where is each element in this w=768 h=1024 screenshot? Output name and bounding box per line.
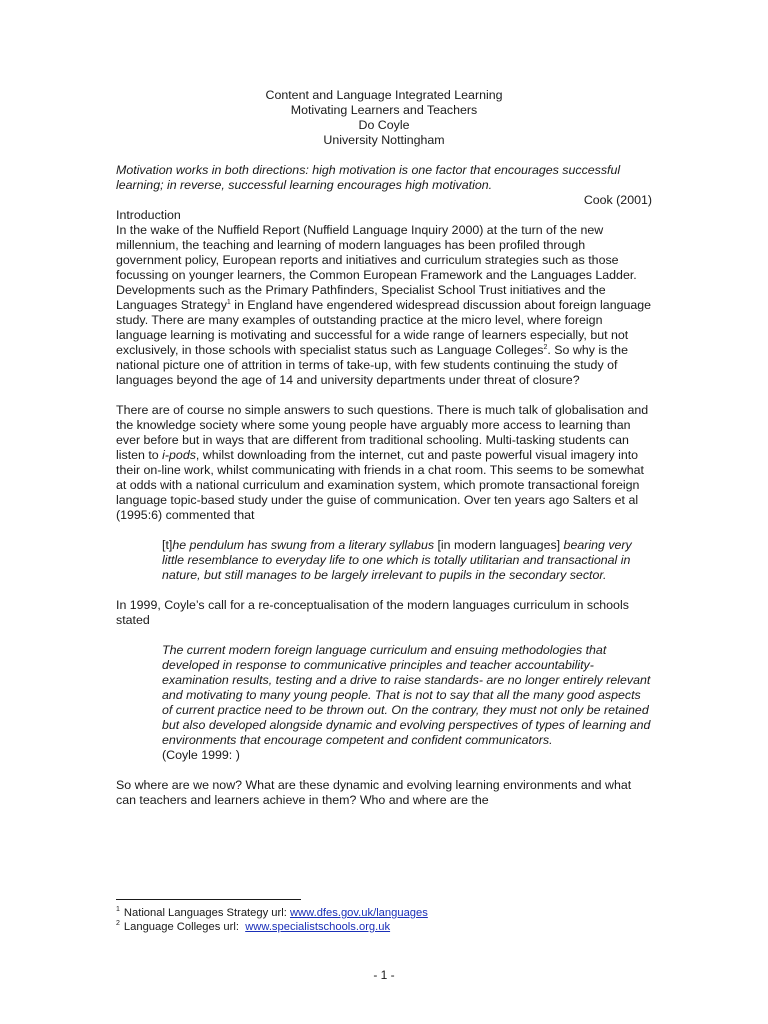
footnote-label: National Languages Strategy url: bbox=[123, 907, 290, 919]
author-affiliation: University Nottingham bbox=[323, 133, 445, 147]
body-content bbox=[116, 163, 652, 808]
quote-salters-part-a: he pendulum has swung from a literary syllabus bbox=[172, 538, 438, 552]
quote-coyle-citation: (Coyle 1999: ) bbox=[162, 748, 240, 762]
ipods-term: i-pods bbox=[162, 448, 196, 462]
quote-salters-part-b: bearing very little resemblance to everyday life to one which is totally utilitarian and transactional in nature, but still manages to be largely irrelevant to pupils in the secondary sector. bbox=[162, 538, 632, 582]
block-quote-coyle bbox=[162, 643, 652, 763]
paragraph-globalisation-part-b: , whilst downloading from the internet, cut and paste powerful visual imagery into their on-line work, whilst communicating with friends in a chat room. This seems to be somewhat at odds with a national curriculum and examination system, which promote transactional foreign language topic-based study under the guise of communication. Over ten years ago Salters et al (1995:6) commented that bbox=[116, 448, 644, 522]
footnote-ref-1: 1 bbox=[226, 298, 231, 306]
epigraph-citation: Cook (2001) bbox=[583, 193, 652, 207]
quote-salters-lead: [t] bbox=[162, 538, 173, 552]
title-line-1: Content and Language Integrated Learning bbox=[265, 88, 503, 102]
footnote-link-dfes[interactable]: www.dfes.gov.uk/languages bbox=[289, 907, 428, 919]
paragraph-intro bbox=[116, 223, 652, 388]
quote-coyle-text: The current modern foreign language curriculum and ensuing methodologies that developed in response to communicative principles and teacher accountability- examination results, testing and a drive to raise standards- are no longer entirely relevant and motivating to many young people. That is not to say that all the many good aspects of current practice need to be thrown out. On the contrary, they must not only be retained but also developed alongside dynamic and evolving perspectives of types of learning and environments that encourage competent and confident communicators. bbox=[162, 643, 651, 747]
paragraph-globalisation bbox=[116, 403, 652, 523]
paragraph-coyle-call: In 1999, Coyle’s call for a re-conceptualisation of the modern languages curriculum in schools stated bbox=[116, 598, 629, 627]
block-quote-salters bbox=[162, 538, 652, 583]
paragraph-globalisation-part-a: There are of course no simple answers to such questions. There is much talk of globalisation and the knowledge society where some young people have arguably more access to learning than ever before but in ways that are different from traditional schooling. Multi-tasking students can listen to bbox=[116, 403, 649, 462]
title-block bbox=[0, 88, 768, 148]
author-name: Do Coyle bbox=[358, 118, 410, 132]
footnote-divider bbox=[116, 899, 301, 900]
epigraph: Motivation works in both directions: high motivation is one factor that encourages successful learning; in reverse, successful learning encourages high motivation. bbox=[116, 163, 621, 192]
paragraph-where-now: So where are we now? What are these dynamic and evolving learning environments and what can teachers and learners achieve in them? Who and where are the bbox=[116, 778, 632, 807]
footnote-2 bbox=[116, 920, 652, 934]
footnote-1 bbox=[116, 906, 652, 920]
title-line-2: Motivating Learners and Teachers bbox=[290, 103, 478, 117]
footnotes bbox=[116, 899, 652, 934]
footnote-number: 2 bbox=[116, 920, 120, 928]
footnote-number: 1 bbox=[116, 906, 120, 914]
footnote-ref-2: 2 bbox=[543, 343, 548, 351]
section-heading: Introduction bbox=[116, 208, 181, 222]
paragraph-intro-part-b: in England have engendered widespread discussion about foreign language study. There are many examples of outstanding practice at the micro level, where foreign language learning is motivating and successful for a wide range of learners especially, but not exclusively, in those schools with specialist status such as Language Colleges bbox=[116, 298, 652, 357]
footnote-link-specialist-schools[interactable]: www.specialistschools.org.uk bbox=[245, 921, 391, 933]
quote-salters-bracket: [in modern languages] bbox=[437, 538, 561, 552]
paragraph-intro-part-a: In the wake of the Nuffield Report (Nuffield Language Inquiry 2000) at the turn of the new millennium, the teaching and learning of modern languages has been profiled through government policy, European reports and initiatives and curriculum strategies such as those focussing on younger learners, the Common European Framework and the Languages Ladder. Developments such as the Primary Pathfinders, Specialist School Trust initiatives and the Languages Strategy bbox=[116, 223, 637, 312]
page-number: - 1 - bbox=[373, 968, 395, 982]
footnote-label: Language Colleges url: bbox=[123, 921, 246, 933]
paragraph-intro-part-c: . So why is the national picture one of attrition in terms of take-up, with few students continuing the study of languages beyond the age of 14 and university departments under threat of closure? bbox=[116, 343, 628, 387]
